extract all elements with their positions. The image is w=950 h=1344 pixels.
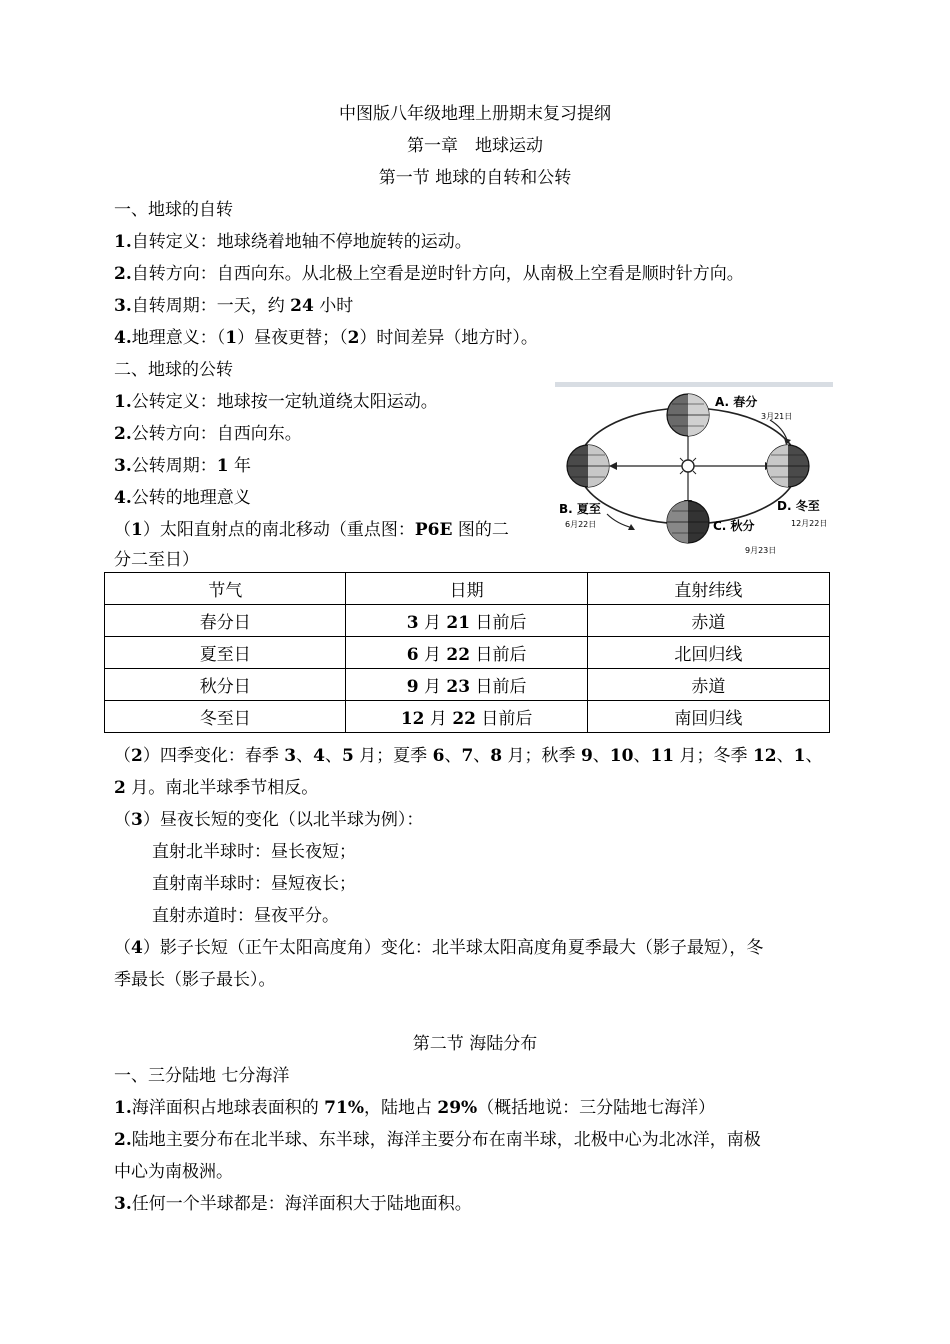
label-spring-date: 3月21日 xyxy=(761,412,793,421)
landsea-heading: 一、三分陆地 七分海洋 xyxy=(114,1066,290,1086)
table-header: 节气 xyxy=(105,573,346,605)
date-cell: 9 月 23 日前后 xyxy=(346,669,587,701)
earth-revolution-figure xyxy=(555,382,833,560)
date-cell: 6 月 22 日前后 xyxy=(346,637,587,669)
document-title: 中图版八年级地理上册期末复习提纲 xyxy=(339,104,611,124)
revolution-item-4: 4.公转的地理意义 xyxy=(114,488,251,508)
rotation-item-2: 2.自转方向：自西向东。从北极上空看是逆时针方向，从南极上空看是顺时针方向。 xyxy=(114,264,744,284)
landsea-item-3: 3.任何一个半球都是：海洋面积大于陆地面积。 xyxy=(114,1194,472,1214)
label-spring: A. 春分 xyxy=(715,395,758,409)
revolution-item-1: 1.公转定义：地球按一定轨道绕太阳运动。 xyxy=(114,392,438,412)
globe-summer-icon xyxy=(567,445,609,487)
rotation-item-1: 1.自转定义：地球绕着地轴不停地旋转的运动。 xyxy=(114,232,472,252)
latitude-cell: 南回归线 xyxy=(587,701,829,733)
date-cell: 3 月 21 日前后 xyxy=(346,605,587,637)
table-row xyxy=(105,637,830,669)
revolution-item-3: 3.公转周期：1 年 xyxy=(114,456,251,476)
daylength-heading: （3）昼夜长短的变化（以北半球为例）： xyxy=(114,810,424,830)
latitude-cell: 北回归线 xyxy=(587,637,829,669)
shadow-line-1: （4）影子长短（正午太阳高度角）变化：北半球太阳高度角夏季最大（影子最短），冬 xyxy=(114,938,764,958)
seasons-line-2: 2 月。南北半球季节相反。 xyxy=(114,778,319,798)
solar-terms-table xyxy=(104,572,830,733)
latitude-cell: 赤道 xyxy=(587,605,829,637)
seasons-line-1: （2）四季变化：春季 3、4、5 月；夏季 6、7、8 月；秋季 9、10、11 月；冬季 12、1、 xyxy=(114,746,823,766)
term-cell: 春分日 xyxy=(105,605,346,637)
term-cell: 秋分日 xyxy=(105,669,346,701)
table-row xyxy=(105,669,830,701)
globe-autumn-icon xyxy=(667,501,709,543)
label-autumn: C. 秋分 xyxy=(713,519,755,533)
rotation-item-4: 4.地理意义：（1）昼夜更替；（2）时间差异（地方时）。 xyxy=(114,328,538,348)
rotation-heading: 一、地球的自转 xyxy=(114,200,233,220)
label-summer-date: 6月22日 xyxy=(565,520,597,529)
globe-spring-icon xyxy=(667,394,709,436)
landsea-item-2: 2.陆地主要分布在北半球、东半球，海洋主要分布在南半球，北极中心为北冰洋，南极 xyxy=(114,1130,761,1150)
daylength-line-1: 直射北半球时：昼长夜短； xyxy=(152,842,356,862)
revolution-heading: 二、地球的公转 xyxy=(114,360,233,380)
landsea-item-2-cont: 中心为南极洲。 xyxy=(114,1162,233,1182)
latitude-cell: 赤道 xyxy=(587,669,829,701)
label-winter: D. 冬至 xyxy=(777,499,820,513)
table-header: 日期 xyxy=(346,573,587,605)
table-header: 直射纬线 xyxy=(587,573,829,605)
revolution-item-2: 2.公转方向：自西向东。 xyxy=(114,424,302,444)
landsea-item-1: 1.海洋面积占地球表面积的 71%，陆地占 29%（概括地说：三分陆地七海洋） xyxy=(114,1098,716,1118)
globe-winter-icon xyxy=(767,445,809,487)
table-header-row xyxy=(105,573,830,605)
section-title: 第一节 地球的自转和公转 xyxy=(378,168,572,188)
table-row xyxy=(105,605,830,637)
shadow-line-2: 季最长（影子最长）。 xyxy=(114,970,276,990)
daylength-line-2: 直射南半球时：昼短夜长； xyxy=(152,874,356,894)
date-cell: 12 月 22 日前后 xyxy=(346,701,587,733)
term-cell: 冬至日 xyxy=(105,701,346,733)
term-cell: 夏至日 xyxy=(105,637,346,669)
revolution-sub-1: （1）太阳直射点的南北移动（重点图：P6E 图的二 xyxy=(114,520,509,540)
table-row xyxy=(105,701,830,733)
label-summer: B. 夏至 xyxy=(559,502,601,516)
chapter-title: 第一章 地球运动 xyxy=(407,136,543,156)
revolution-sub-1-cont: 分二至日） xyxy=(114,550,199,570)
label-winter-date: 12月22日 xyxy=(791,519,828,528)
daylength-line-3: 直射赤道时：昼夜平分。 xyxy=(152,906,339,926)
label-autumn-date: 9月23日 xyxy=(745,546,777,555)
rotation-item-3: 3.自转周期：一天，约 24 小时 xyxy=(114,296,354,316)
section-title: 第二节 海陆分布 xyxy=(412,1034,538,1054)
